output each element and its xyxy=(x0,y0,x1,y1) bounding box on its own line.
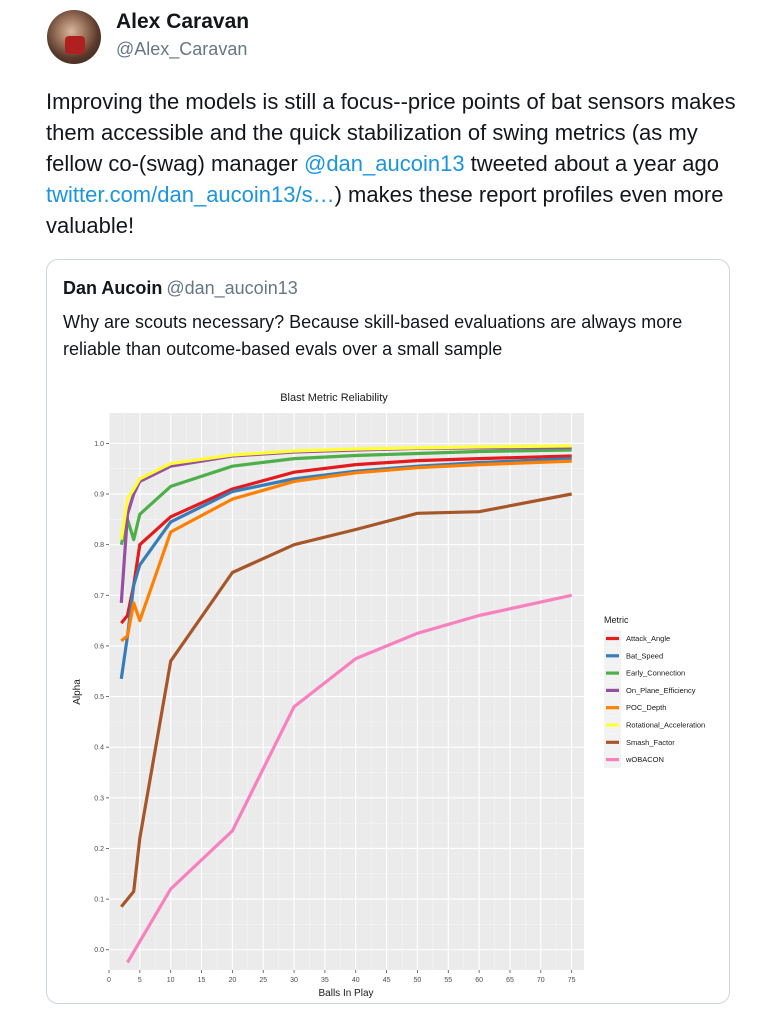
tweet-text-part-2: tweeted about a year ago xyxy=(464,151,719,176)
quoted-tweet-text: Why are scouts necessary? Because skill-based evaluations are always more reliable than outcome-based evals over a small sample xyxy=(63,312,683,359)
x-tick-label: 30 xyxy=(290,977,298,984)
legend-label: Attack_Angle xyxy=(626,634,671,643)
x-tick-label: 20 xyxy=(228,977,237,984)
x-tick-label: 45 xyxy=(382,977,391,984)
tweet-text-part-3: ) makes these report profiles even more valuable! xyxy=(46,182,724,238)
y-tick-label: 0.0 xyxy=(94,947,104,955)
quoted-author-handle: @dan_aucoin13 xyxy=(166,278,298,298)
mention-link[interactable]: @dan_aucoin13 xyxy=(303,151,465,176)
author-handle[interactable]: @Alex_Caravan xyxy=(116,39,248,59)
y-tick-label: 0.7 xyxy=(94,592,104,600)
y-tick-label: 0.2 xyxy=(94,845,104,853)
x-tick-label: 50 xyxy=(413,977,422,984)
legend-label: wOBACON xyxy=(626,755,664,765)
y-axis-ticks xyxy=(94,441,109,954)
legend-label: Early_Connection xyxy=(626,668,686,678)
plot-panel xyxy=(109,413,584,970)
legend xyxy=(604,630,705,768)
y-tick-label: 0.4 xyxy=(94,744,104,752)
quoted-tweet[interactable] xyxy=(46,259,730,1004)
y-tick-label: 0.6 xyxy=(94,643,104,651)
x-axis-label: Balls In Play xyxy=(318,988,374,999)
x-tick-label: 0 xyxy=(107,977,111,984)
y-axis-label: Alpha xyxy=(72,679,83,705)
legend-label: Bat_Speed xyxy=(626,651,664,661)
author-name[interactable]: Alex Caravan xyxy=(116,10,250,33)
chart-image[interactable] xyxy=(59,376,730,1004)
author-avatar[interactable] xyxy=(47,10,101,64)
tweet-text xyxy=(46,86,746,241)
url-link[interactable]: twitter.com/dan_aucoin13/s… xyxy=(46,182,335,207)
x-axis-ticks xyxy=(107,970,576,984)
y-tick-label: 0.9 xyxy=(94,491,104,499)
y-tick-label: 0.5 xyxy=(94,694,104,702)
y-tick-label: 0.1 xyxy=(94,896,104,904)
legend-label: POC_Depth xyxy=(626,703,667,713)
x-tick-label: 35 xyxy=(321,977,329,984)
x-tick-label: 10 xyxy=(166,977,175,984)
tweet-text-part-1: Improving the models is still a focus--price points of bat sensors makes them accessible and the quick stabilization of swing metrics (as my fellow co-(swag) manager xyxy=(46,89,736,176)
chart-title: Blast Metric Reliability xyxy=(280,392,388,404)
y-tick-label: 1.0 xyxy=(94,440,104,448)
legend-label: Smash_Factor xyxy=(626,737,675,747)
legend-label: On_Plane_Efficiency xyxy=(626,685,696,695)
y-tick-label: 0.3 xyxy=(94,795,104,803)
x-tick-label: 15 xyxy=(197,977,206,984)
x-tick-label: 5 xyxy=(137,977,142,984)
x-tick-label: 70 xyxy=(536,977,545,984)
x-tick-label: 60 xyxy=(475,977,484,984)
legend-title: Metric xyxy=(604,615,629,625)
quoted-author-name: Dan Aucoin xyxy=(63,278,163,298)
avatar-detail xyxy=(65,36,85,54)
legend-label: Rotational_Acceleration xyxy=(626,720,706,730)
x-tick-label: 65 xyxy=(506,977,514,984)
y-tick-label: 0.8 xyxy=(94,542,104,550)
x-tick-label: 40 xyxy=(351,977,360,984)
x-tick-label: 55 xyxy=(444,977,453,984)
x-tick-label: 75 xyxy=(567,977,576,984)
x-tick-label: 25 xyxy=(259,977,268,984)
quoted-tweet-header xyxy=(63,278,298,299)
reliability-chart xyxy=(59,376,730,1004)
